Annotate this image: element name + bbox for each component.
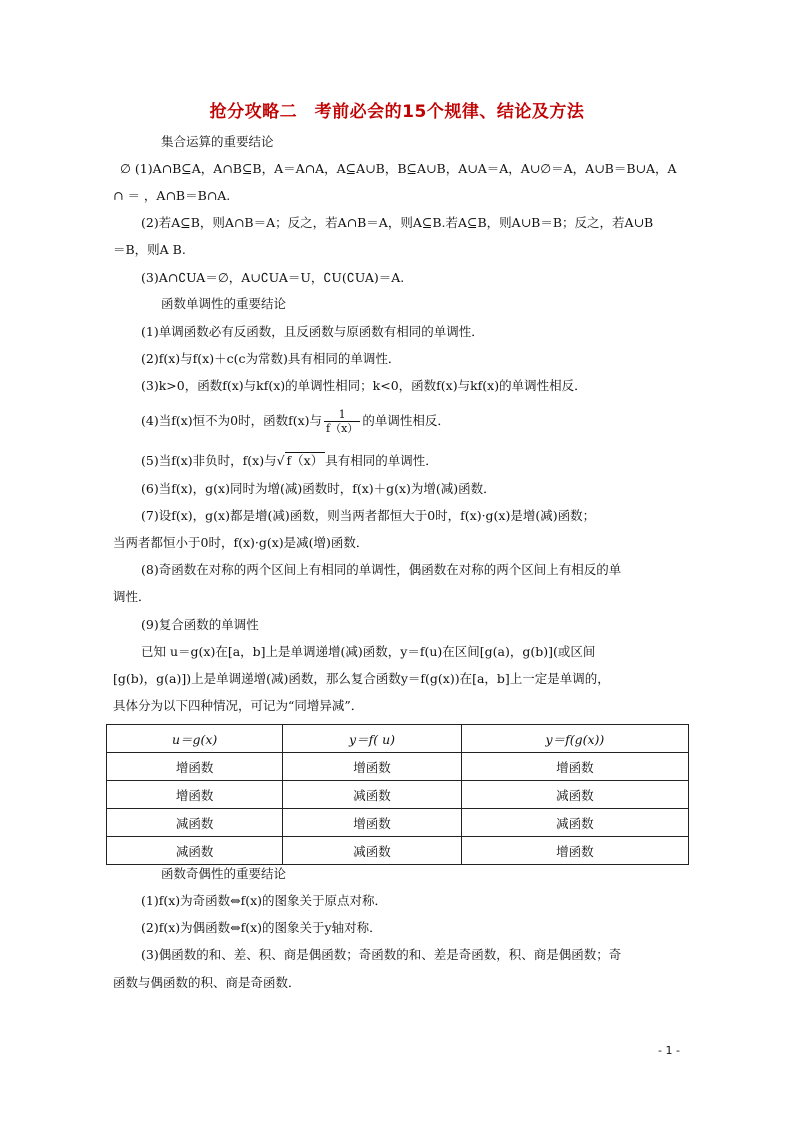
fraction-numerator: 1	[338, 408, 346, 421]
text-line: 函数与偶函数的积、商是奇函数．	[113, 975, 301, 990]
page-number: - 1 -	[658, 1044, 680, 1057]
table-header-row	[107, 725, 689, 753]
line4-pre: (4)当f(x)恒不为0时，函数f(x)与	[141, 413, 323, 428]
table-cell: 减函数	[283, 837, 462, 865]
text-line: (1)单调函数必有反函数，且反函数与原函数有相同的单调性．	[141, 324, 484, 339]
text-line: 已知 u＝g(x)在[a，b]上是单调递增(减)函数，y＝f(u)在区间[g(a)，g(b)](或区间	[141, 644, 596, 659]
section-heading-monotonic: 函数单调性的重要结论	[161, 296, 287, 311]
table-cell: 增函数	[283, 753, 462, 781]
composite-monotonicity-table	[106, 724, 689, 865]
table-cell: 减函数	[461, 781, 688, 809]
section-heading-parity: 函数奇偶性的重要结论	[161, 866, 287, 881]
text-line: (6)当f(x)，g(x)同时为增(减)函数时，f(x)＋g(x)为增(减)函数．	[141, 481, 496, 496]
table-header-cell: u＝g(x)	[107, 725, 283, 753]
table-cell: 增函数	[461, 753, 688, 781]
table-cell: 减函数	[461, 809, 688, 837]
table-row	[107, 753, 689, 781]
line5-pre: (5)当f(x)非负时，f(x)与	[141, 453, 277, 468]
line5-post: 具有相同的单调性．	[325, 453, 438, 468]
text-line: (7)设f(x)，g(x)都是增(减)函数，则当两者都恒大于0时，f(x)·g(x)是增(减)函数；	[141, 508, 596, 523]
text-line: ∩ ＝ ，A∩B＝B∩A.	[113, 188, 231, 203]
table-cell: 减函数	[107, 809, 283, 837]
line4-post: 的单调性相反．	[362, 413, 450, 428]
text-line-fraction	[141, 408, 721, 435]
table-cell: 减函数	[283, 781, 462, 809]
table-cell: 增函数	[461, 837, 688, 865]
section-heading-sets: 集合运算的重要结论	[161, 134, 274, 149]
text-line: (8)奇函数在对称的两个区间上有相同的单调性，偶函数在对称的两个区间上有相反的单	[141, 562, 622, 577]
table-cell: 增函数	[107, 753, 283, 781]
text-line: [g(b)，g(a)])上是单调递增(减)函数，那么复合函数y＝f(g(x))在[a，b]上一定是单调的，	[113, 671, 610, 686]
text-line: (9)复合函数的单调性	[141, 617, 259, 632]
text-line: 调性．	[113, 589, 151, 604]
text-line: ∅ (1)A∩B⊆A，A∩B⊆B，A＝A∩A，A⊆A∪B，B⊆A∪B，A∪A＝A，A∪∅＝A，A∪B＝B∪A，A	[120, 161, 677, 176]
table-cell: 增函数	[283, 809, 462, 837]
sqrt-radicand: f（x）	[286, 453, 324, 468]
table-row	[107, 809, 689, 837]
sqrt: √ f（x）	[276, 453, 324, 468]
text-line: (2)若A⊆B，则A∩B＝A；反之，若A∩B＝A，则A⊆B.若A⊆B，则A∪B＝B；反之，若A∪B	[141, 215, 654, 230]
text-line: (1)f(x)为奇函数⇔f(x)的图象关于原点对称．	[141, 893, 388, 908]
table-header-cell: y＝f( u)	[283, 725, 462, 753]
text-line: (3)k>0，函数f(x)与kf(x)的单调性相同；k<0，函数f(x)与kf(x)的单调性相反．	[141, 378, 587, 393]
fraction	[324, 408, 360, 435]
text-line: 当两者都恒小于0时，f(x)·g(x)是减(增)函数．	[113, 535, 369, 550]
fraction-denominator: f（x）	[326, 422, 359, 435]
table-row	[107, 781, 689, 809]
text-line: (2)f(x)与f(x)＋c(c为常数)具有相同的单调性．	[141, 351, 401, 366]
text-line: (3)A∩∁UA＝∅，A∪∁UA＝U，∁U(∁UA)＝A.	[141, 270, 405, 285]
text-line: (3)偶函数的和、差、积、商是偶函数；奇函数的和、差是奇函数，积、商是偶函数；奇	[141, 947, 622, 962]
table-cell: 减函数	[107, 837, 283, 865]
page-title: 抢分攻略二 考前必会的15个规律、结论及方法	[209, 102, 585, 122]
table-row	[107, 837, 689, 865]
text-line: (2)f(x)为偶函数⇔f(x)的图象关于y轴对称．	[141, 920, 382, 935]
text-line-sqrt	[141, 452, 721, 470]
table-header-cell: y＝f(g(x))	[461, 725, 688, 753]
text-line: ＝B，则A B.	[113, 242, 186, 257]
text-line: 具体分为以下四种情况，可记为“同增异减”．	[113, 698, 364, 713]
table-cell: 增函数	[107, 781, 283, 809]
